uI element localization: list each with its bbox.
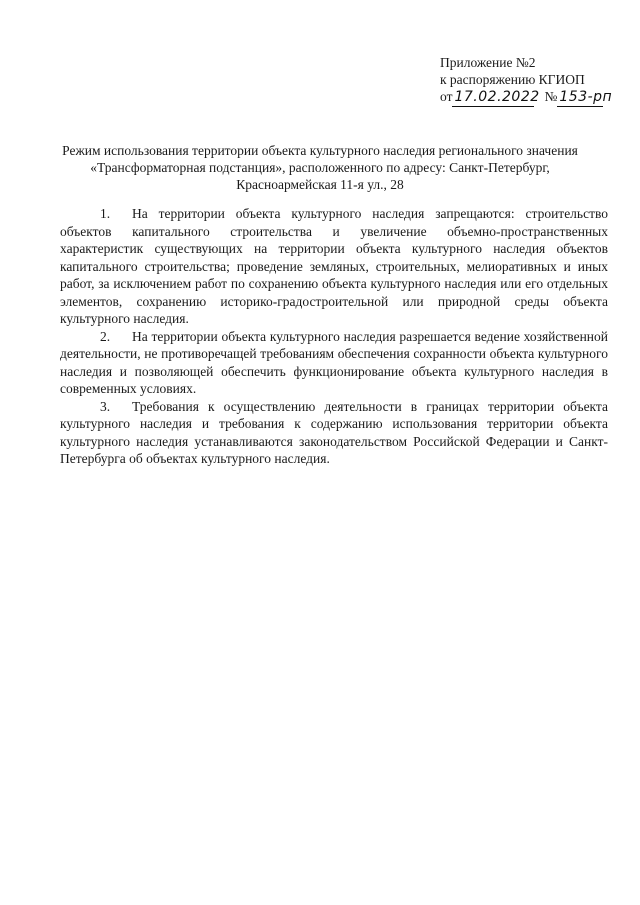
paragraph-text: На территории объекта культурного наследия запрещаются: строительство объектов капитального строительства и увеличение объемно-пространственных характеристик существующих на территории объекта культурного наследия объектов капитального строительства; проведение земляных, строительных, мелиоративных и иных работ, за исключением работ по сохранению объекта культурного наследия или его отдельных элементов, сохранению историко-градостроительной или природной среды объекта культурного наследия. [60, 206, 608, 326]
number-prefix: № [544, 89, 558, 104]
appendix-header [440, 54, 613, 107]
document-body [60, 205, 608, 468]
paragraph-1 [60, 205, 608, 328]
title-line-3: Красноармейская 11-я ул., 28 [236, 177, 404, 192]
appendix-label: Приложение №2 [440, 55, 536, 70]
paragraph-text: На территории объекта культурного наследия разрешается ведение хозяйственной деятельности, не противоречащей требованиям обеспечения сохранности объекта культурного наследия и позволяющей обеспечить функционирование объекта культурного наследия в современных условиях. [60, 328, 608, 396]
appendix-order-ref: к распоряжению КГИОП [440, 72, 585, 87]
handwritten-number: 153-рп [559, 89, 613, 105]
title-line-1: Режим использования территории объекта культурного наследия регионального значения [62, 143, 578, 158]
paragraph-number: 1. [100, 206, 111, 221]
paragraph-3 [60, 398, 608, 468]
paragraph-text: Требования к осуществлению деятельности в границах территории объекта культурного наследия и требования к содержанию использования территории объекта культурного наследия устанавливаются законодательством Российской Федерации и Санкт-Петербурга об объектах культурного наследия. [60, 398, 608, 466]
paragraph-number: 3. [100, 398, 111, 414]
document-title [60, 142, 580, 193]
title-line-2: «Трансформаторная подстанция», расположенного по адресу: Санкт-Петербург, [90, 160, 550, 175]
handwritten-date: 17.02.2022 [454, 89, 540, 105]
appendix-date-number [440, 88, 613, 107]
paragraph-number: 2. [100, 328, 111, 344]
paragraph-2 [60, 328, 608, 398]
date-prefix: от [440, 89, 453, 104]
